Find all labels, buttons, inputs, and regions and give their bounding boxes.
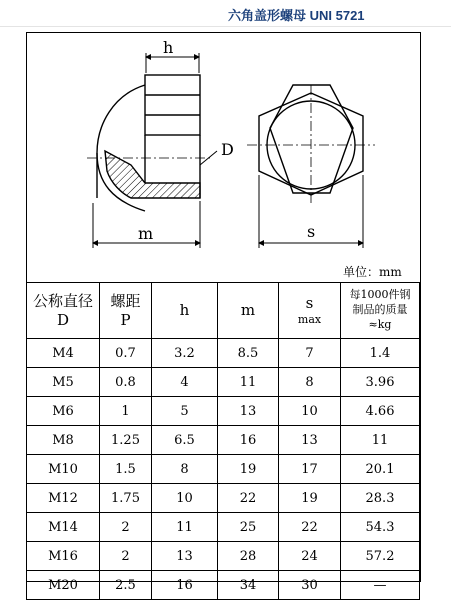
cell-size: M4 [27,339,100,368]
table-row [27,484,420,513]
header-bar [0,0,451,27]
cell-s: 22 [279,513,341,542]
label-D: D [221,140,234,159]
table-row [27,542,420,571]
cell-size: M16 [27,542,100,571]
cell-h: 8 [152,455,218,484]
unit-label: 单位：mm [343,265,402,279]
cell-size: M20 [27,571,100,600]
cap-nut-drawing [27,33,419,261]
table-header-row [27,283,420,339]
side-view [87,53,217,248]
header-h: h [152,283,218,339]
cell-s: 30 [279,571,341,600]
cell-s: 17 [279,455,341,484]
cell-s: 13 [279,426,341,455]
cell-h: 6.5 [152,426,218,455]
cell-m: 22 [218,484,279,513]
cell-m: 16 [218,426,279,455]
cell-s: 19 [279,484,341,513]
cell-h: 10 [152,484,218,513]
cell-pitch: 2.5 [100,571,152,600]
cell-pitch: 0.7 [100,339,152,368]
cell-m: 28 [218,542,279,571]
cell-size: M10 [27,455,100,484]
cell-mass: 3.96 [341,368,420,397]
table-row [27,571,420,600]
table-body [27,339,420,600]
cell-mass: 54.3 [341,513,420,542]
cell-h: 4 [152,368,218,397]
cell-h: 11 [152,513,218,542]
table-row [27,513,420,542]
header-m: m [218,283,279,339]
page-title: 六角盖形螺母 UNI 5721 [228,8,365,23]
table-row [27,368,420,397]
cell-s: 10 [279,397,341,426]
cell-m: 25 [218,513,279,542]
spec-table [26,282,420,600]
cell-size: M6 [27,397,100,426]
cell-pitch: 1.25 [100,426,152,455]
table-row [27,339,420,368]
cell-size: M5 [27,368,100,397]
cell-size: M12 [27,484,100,513]
cell-s: 8 [279,368,341,397]
cell-m: 13 [218,397,279,426]
cell-pitch: 1.75 [100,484,152,513]
cell-mass: 1.4 [341,339,420,368]
table-row [27,455,420,484]
cell-mass: 4.66 [341,397,420,426]
cell-s: 7 [279,339,341,368]
cell-mass: — [341,571,420,600]
cell-pitch: 2 [100,542,152,571]
label-m: m [138,224,154,243]
table-row [27,426,420,455]
cell-pitch: 1 [100,397,152,426]
cell-h: 3.2 [152,339,218,368]
cell-mass: 28.3 [341,484,420,513]
cell-m: 8.5 [218,339,279,368]
cell-mass: 57.2 [341,542,420,571]
cell-m: 19 [218,455,279,484]
cell-h: 16 [152,571,218,600]
cell-h: 13 [152,542,218,571]
header-pitch: 螺距 P [100,283,152,339]
cell-size: M8 [27,426,100,455]
cell-m: 34 [218,571,279,600]
cell-pitch: 2 [100,513,152,542]
cell-pitch: 1.5 [100,455,152,484]
header-nominal-diameter: 公称直径 D [27,283,100,339]
header-s: s max [279,283,341,339]
cell-h: 5 [152,397,218,426]
header-mass: 每1000件钢 制品的质量 ≈kg [341,283,420,339]
label-h: h [163,38,174,57]
table-row [27,397,420,426]
label-s: s [307,222,316,241]
cell-pitch: 0.8 [100,368,152,397]
cell-size: M14 [27,513,100,542]
cell-mass: 20.1 [341,455,420,484]
cell-m: 11 [218,368,279,397]
cell-s: 24 [279,542,341,571]
cell-mass: 11 [341,426,420,455]
